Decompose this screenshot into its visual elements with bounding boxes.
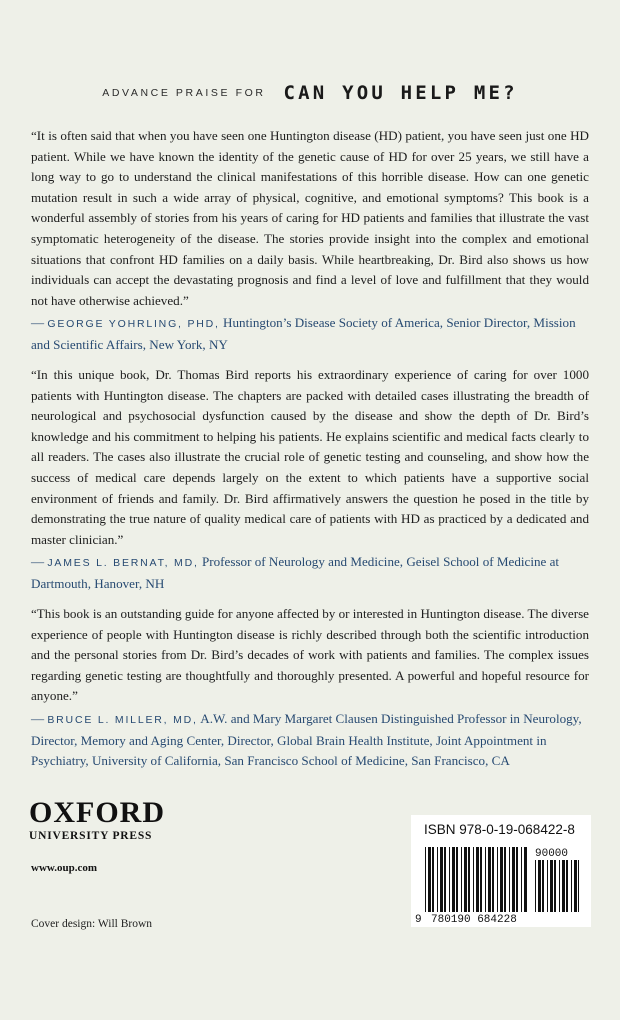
barcode-digits: 780190 684228: [431, 914, 517, 926]
barcode-bars: [425, 847, 527, 912]
barcode-bar: [468, 847, 470, 912]
barcode-bar: [538, 860, 541, 912]
publisher-subname: UNIVERSITY PRESS: [29, 830, 153, 842]
barcode-bar: [432, 847, 434, 912]
barcode-bar: [480, 847, 482, 912]
barcode-bar: [440, 847, 443, 912]
quote-text: “This book is an outstanding guide for anyone affected by or interested in Huntington disease. The diverse experience of people with Huntington disease is richly described through both the scientific introduction and the personal stories from Dr. Bird’s decades of work with patients and families. The complex issues regarding genetic testing are thoughtfully and thoroughly presented. A powerful and hopeful resource for anyone.”: [31, 606, 589, 704]
praise-quote: [31, 126, 589, 356]
barcode-bar: [473, 847, 474, 912]
endorser-name: GEORGE YOHRLING, PHD,: [47, 318, 220, 331]
quote-text: “It is often said that when you have seen one Huntington disease (HD) patient, you have seen just one HD patient. While we have known the identity of the genetic cause of HD for over 25 years, we still have a long way to go to understand the clinical manifestations of this horrible disease. How can one genetic mutation result in such a wide array of physical, cognitive, and emotional symptoms? This book is a wonderful assembly of stories from his years of caring for HD patients and families that illustrate the vast symptomatic heterogeneity of the disease. The stories provide insight into the complex and emotional situations that confront HD families on a daily basis. While heartbreaking, Dr. Bird also shows us how individuals can accept the devastating prognosis and find a level of love and fulfillment that they would not have otherwise achieved.”: [31, 128, 589, 308]
barcode-bar: [444, 847, 446, 912]
praise-quote: [31, 604, 589, 772]
endorser-name: JAMES L. BERNAT, MD,: [47, 557, 199, 570]
isbn-label: ISBN 978-0-19-068422-8: [424, 822, 575, 837]
attribution-dash: —: [31, 710, 45, 726]
header-prefix: ADVANCE PRAISE FOR: [102, 87, 266, 99]
quote-attribution: [31, 313, 589, 355]
barcode-bar: [488, 847, 491, 912]
barcode-bar: [461, 847, 462, 912]
barcode-bar: [578, 860, 579, 912]
publisher-url: www.oup.com: [31, 862, 98, 874]
attribution-dash: —: [31, 315, 45, 331]
price-addon-bars: [535, 860, 579, 912]
cover-design-credit: Cover design: Will Brown: [31, 918, 153, 930]
quote-attribution: [31, 709, 589, 772]
barcode-bar: [500, 847, 503, 912]
barcode-bar: [542, 860, 544, 912]
barcode-bar: [512, 847, 515, 912]
barcode-bar: [566, 860, 568, 912]
barcode-bar: [476, 847, 479, 912]
barcode-bar: [574, 860, 577, 912]
barcode-bar: [559, 860, 560, 912]
barcode-bar: [571, 860, 572, 912]
barcode-bar: [425, 847, 426, 912]
barcode-bar: [428, 847, 431, 912]
barcode-bar: [485, 847, 486, 912]
barcode-bar: [449, 847, 450, 912]
barcode-bar: [492, 847, 494, 912]
publisher-name: OXFORD: [29, 796, 165, 829]
barcode-bar: [456, 847, 458, 912]
advance-praise-header: [0, 82, 620, 104]
barcode-bar: [504, 847, 506, 912]
endorser-name: BRUCE L. MILLER, MD,: [47, 713, 198, 726]
quote-attribution: [31, 552, 589, 594]
barcode-bar: [509, 847, 510, 912]
isbn-barcode: [411, 815, 591, 927]
barcode-bar: [547, 860, 548, 912]
attribution-dash: —: [31, 554, 45, 570]
price-code: 90000: [535, 848, 569, 860]
praise-quote: [31, 365, 589, 595]
book-title: CAN YOU HELP ME?: [283, 82, 518, 104]
oxford-logo: [29, 798, 165, 842]
barcode-bar: [524, 847, 527, 912]
endorser-affiliation: A.W. and Mary Margaret Clausen Distinguished Professor in Neurology, Director, Memory and Aging Center, Director, Global Brain Health Institute, Joint Appointment in Psychiatry, University of California, San Francisco School of Medicine, San Francisco, CA: [31, 710, 582, 769]
barcode-bar: [535, 860, 536, 912]
endorser-affiliation: Professor of Neurology and Medicine, Geisel School of Medicine at Dartmouth, Hanover, NH: [31, 554, 560, 591]
barcode-bar: [550, 860, 553, 912]
barcode-lead-digit: 9: [415, 914, 422, 926]
quote-text: “In this unique book, Dr. Thomas Bird reports his extraordinary experience of caring for over 1000 patients with Huntington disease. The chapters are packed with detailed cases illustrating the breadth of neurological and psychosocial dysfunction caused by the disease and show the depth of Dr. Bird’s knowledge and his commitment to helping his patients. He explains scientific and medical facts clearly to all readers. The cases also illustrate the crucial role of genetic testing and counseling, and show how the success of medical care depends largely on the extent to which patients have a supportive social environment of friends and family. Dr. Bird affirmatively answers the question he posed in the title by demonstrating the true nature of quality medical care of patients with HD as practiced by a dedicated and master clinician.”: [31, 367, 589, 547]
barcode-bar: [464, 847, 467, 912]
barcode-bar: [497, 847, 498, 912]
barcode-bar: [437, 847, 438, 912]
barcode-bar: [521, 847, 522, 912]
barcode-bar: [452, 847, 455, 912]
barcode-bar: [554, 860, 556, 912]
barcode-bar: [516, 847, 518, 912]
barcode-bar: [562, 860, 565, 912]
endorser-affiliation: Huntington’s Disease Society of America, Senior Director, Mission and Scientific Affairs, New York, NY: [31, 315, 576, 352]
